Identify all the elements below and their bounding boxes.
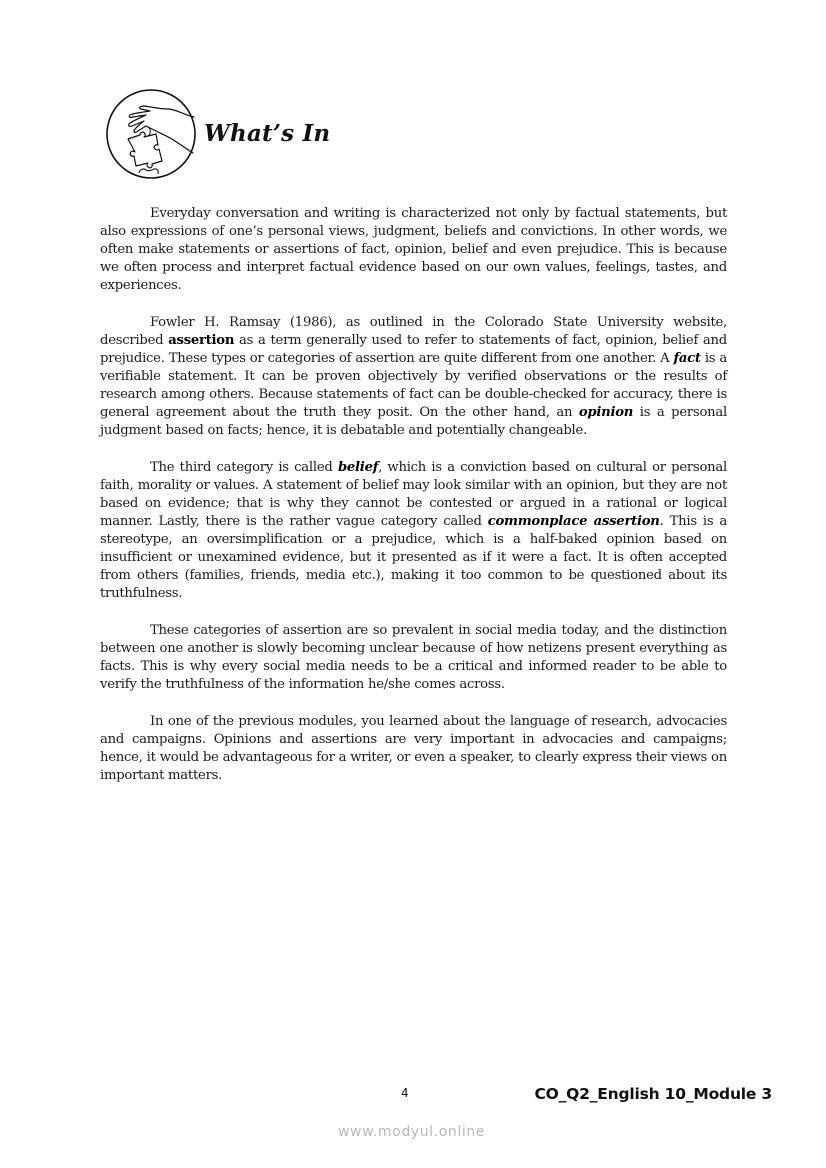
hand-puzzle-piece-icon [104, 87, 198, 181]
paragraph-text: The third category is called [150, 460, 338, 475]
section-header [104, 84, 330, 184]
paragraph-text: Fowler H. Ramsay (1986), as outlined in the Colorado State University website, described [100, 315, 727, 348]
paragraph-intro [100, 205, 727, 295]
paragraph-text: , which is a conviction based on cultural or personal faith, morality or values. A statement of belief may look similar with an opinion, but they are not based on evidence; that is why they cannot be contested or argued in a rational or logical manner. Lastly, there is the rather vague category called [100, 460, 727, 529]
term-commonplace-assertion: commonplace assertion [487, 514, 660, 529]
paragraph-text: In one of the previous modules, you learned about the language of research, advocacies and campaigns. Opinions and assertions are very important in advocacies and campaigns; hence, it would be advantageous for a writer, or even a speaker, to clearly express their views on important matters. [100, 714, 727, 783]
watermark-url: www.modyul.online [338, 1124, 486, 1140]
paragraph-previous-modules [100, 713, 727, 785]
paragraph-text: . This is a stereotype, an oversimplification or a prejudice, which is a half-baked opinion based on insufficient or unexamined evidence, but it presented as if it were a fact. It is often accepted from others (families, friends, media etc.), making it too common to be questioned about its truthfulness. [100, 514, 727, 601]
paragraph-text: Everyday conversation and writing is characterized not only by factual statements, but also expressions of one’s personal views, judgment, beliefs and convictions. In other words, we often make statements or assertions of fact, opinion, belief and even prejudice. This is because we often process and interpret factual evidence based on our own values, feelings, tastes, and experiences. [100, 206, 727, 293]
paragraph-text: These categories of assertion are so prevalent in social media today, and the distinction between one another is slowly becoming unclear because of how netizens present everything as facts. This is why every social media needs to be a critical and informed reader to be able to verify the truthfulness of the information he/she comes across. [100, 623, 727, 692]
term-assertion: assertion [168, 333, 235, 348]
page-number: 4 [401, 1086, 409, 1100]
term-opinion: opinion [578, 405, 634, 420]
term-fact: fact [673, 351, 701, 366]
paragraph-text: is a personal judgment based on facts; hence, it is debatable and potentially changeable. [100, 405, 727, 438]
term-belief: belief [337, 460, 379, 475]
paragraph-belief-commonplace [100, 459, 727, 603]
module-code: CO_Q2_English 10_Module 3 [534, 1085, 772, 1103]
paragraph-text: as a term generally used to refer to statements of fact, opinion, belief and prejudice. These types or categories of assertion are quite different from one another. A [100, 333, 727, 366]
section-title: What’s In [204, 119, 331, 147]
document-body [100, 205, 727, 804]
paragraph-social-media [100, 622, 727, 694]
paragraph-text: is a verifiable statement. It can be proven objectively by verified observations or the results of research among others. Because statements of fact can be double-checked for accuracy, there is general agreement about the truth they posit. On the other hand, an [100, 351, 727, 420]
paragraph-ramsay-definitions [100, 314, 727, 440]
